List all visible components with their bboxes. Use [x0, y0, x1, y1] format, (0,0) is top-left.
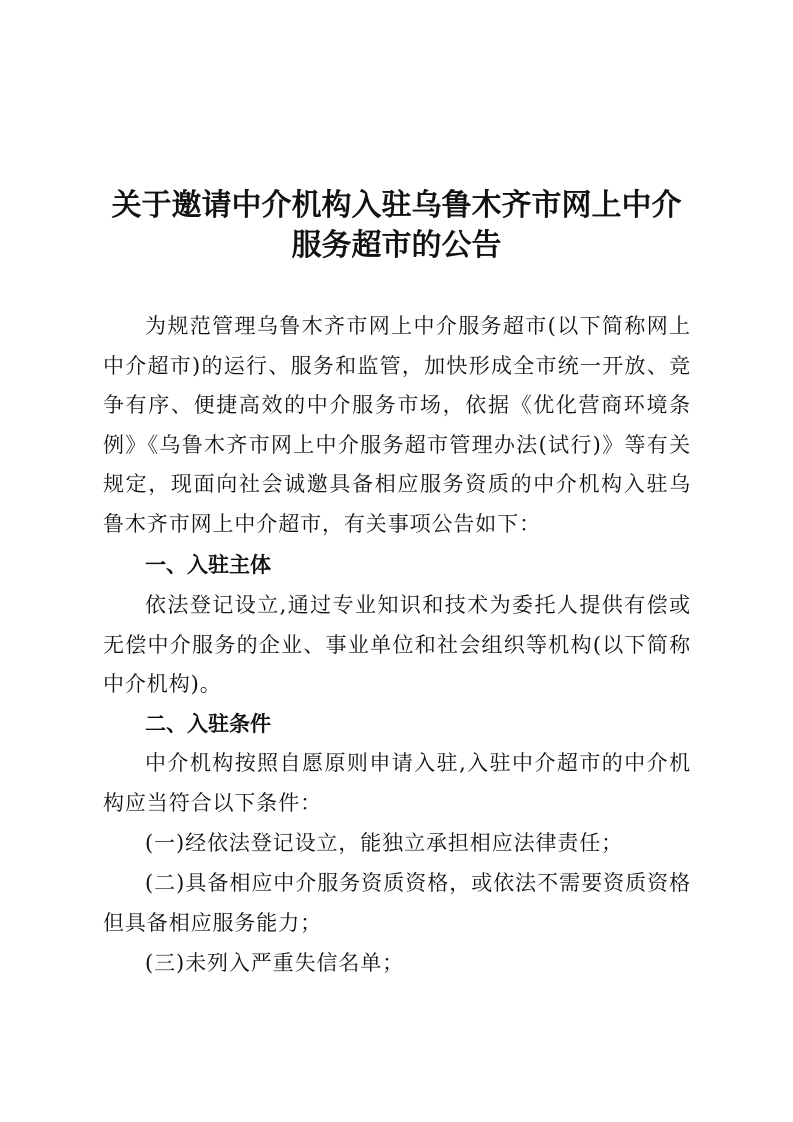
section1-heading-container [103, 546, 691, 586]
condition-item-3-container [103, 944, 691, 984]
condition-item-1-container [103, 824, 691, 864]
section2-text-container [103, 744, 691, 823]
section2-paragraph: 中介机构按照自愿原则申请入驻,入驻中介超市的中介机构应当符合以下条件： [103, 751, 691, 815]
section1-text-container [103, 586, 691, 705]
section2-heading: 二、入驻条件 [145, 712, 271, 736]
condition-item: (三)未列入严重失信名单； [145, 951, 405, 975]
condition-item-2-container [103, 864, 691, 943]
section2-heading-container [103, 705, 691, 745]
document-title-line2: 服务超市的公告 [291, 228, 502, 263]
condition-item: (一)经依法登记设立，能独立承担相应法律责任； [145, 831, 624, 855]
intro-container [103, 307, 691, 545]
intro-paragraph: 为规范管理乌鲁木齐市网上中介服务超市(以下简称网上中介超市)的运行、服务和监管，加快形成全市统一开放、竞争有序、便捷高效的中介服务市场，依据《优化营商环境条例》《乌鲁木齐市网上中介服务超市管理办法(试行)》等有关规定，现面向社会诚邀具备相应服务资质的中介机构入驻乌鲁木齐市网上中介超市，有关事项公告如下： [103, 314, 691, 536]
section1-paragraph: 依法登记设立,通过专业知识和技术为委托人提供有偿或无偿中介服务的企业、事业单位和社会组织等机构(以下简称中介机构)。 [103, 593, 691, 697]
section1-heading: 一、入驻主体 [145, 553, 271, 577]
condition-item: (二)具备相应中介服务资质资格，或依法不需要资质资格但具备相应服务能力； [103, 871, 691, 935]
document-title-line1: 关于邀请中介机构入驻乌鲁木齐市网上中介 [111, 188, 682, 223]
